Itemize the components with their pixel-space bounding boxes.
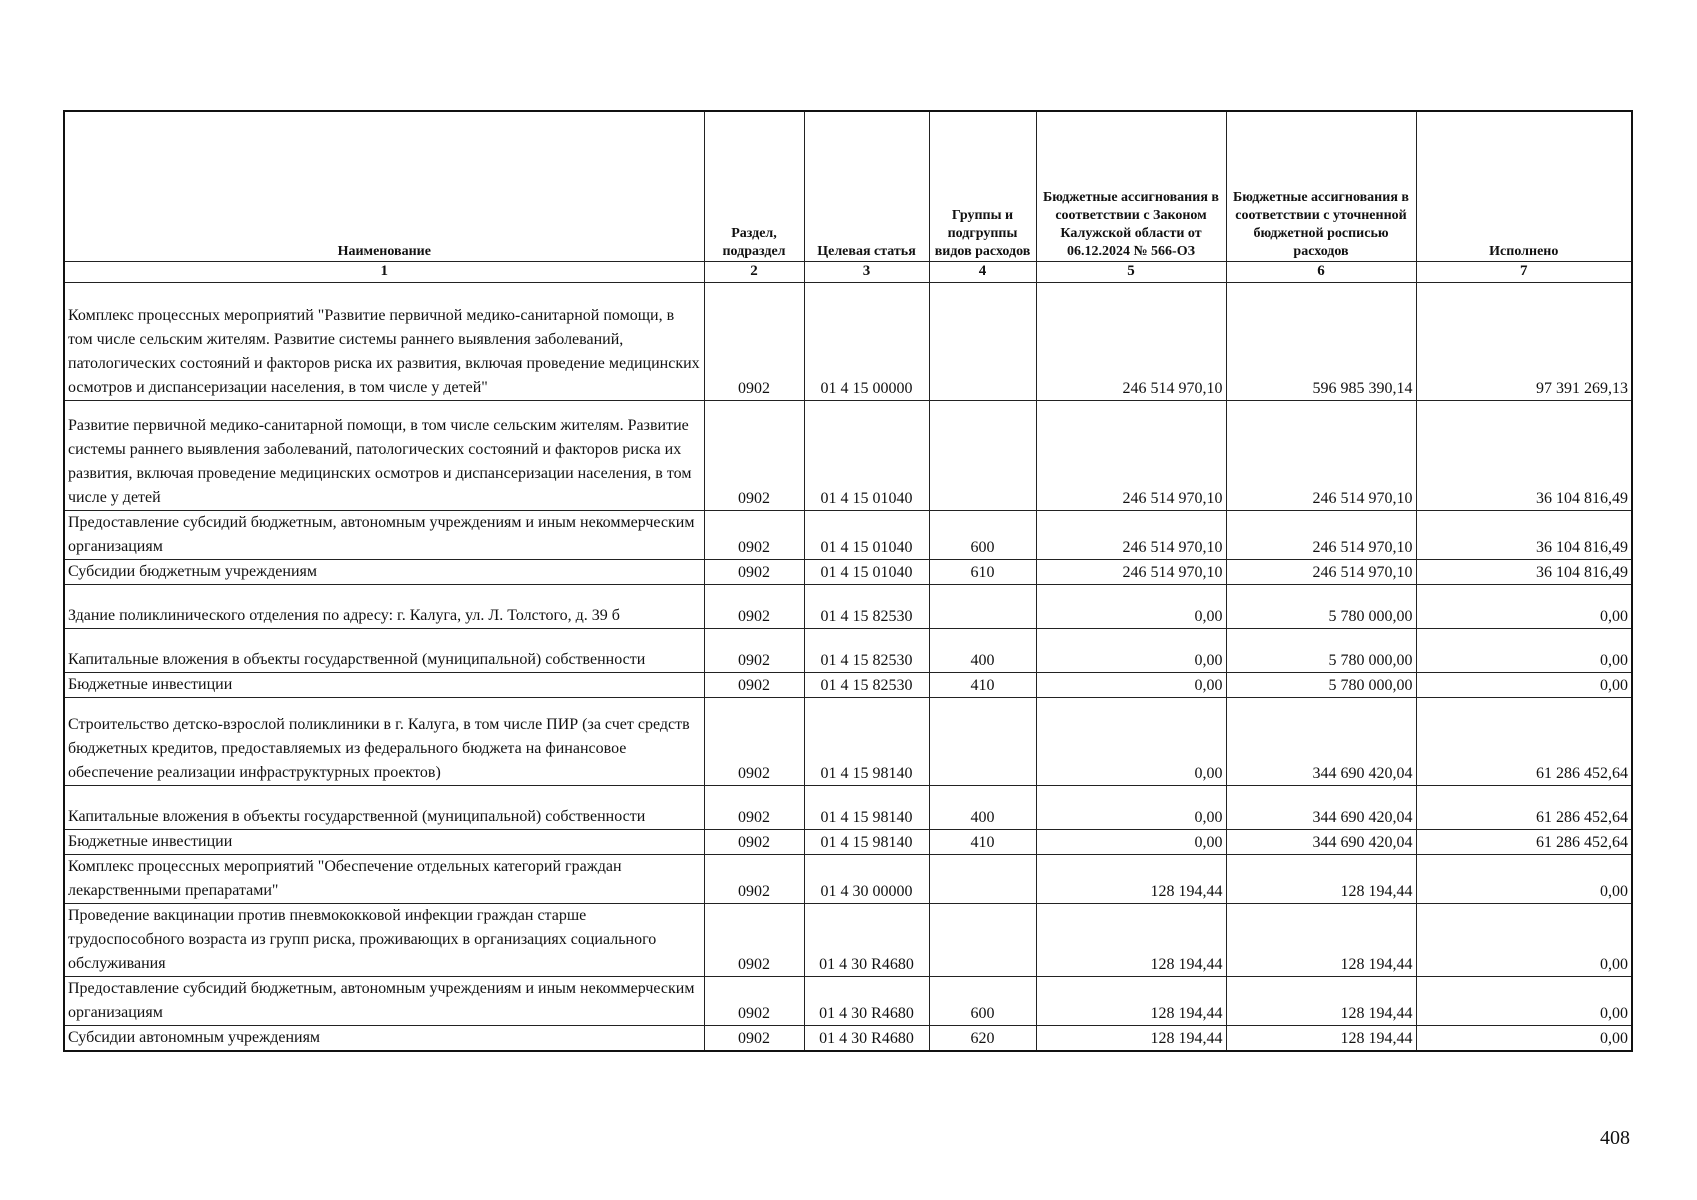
- row-section: 0902: [704, 584, 804, 628]
- row-name: Строительство детско-взрослой поликлиники в г. Калуга, в том числе ПИР (за счет средств бюджетных кредитов, предоставляемых из федерального бюджета на финансовое обеспечение реализации инфраструктурных проектов): [64, 697, 704, 785]
- row-refined-amount: 128 194,44: [1226, 1025, 1416, 1051]
- row-executed-amount: 61 286 452,64: [1416, 829, 1632, 854]
- row-refined-amount: 246 514 970,10: [1226, 400, 1416, 510]
- table-body: [64, 282, 1632, 1051]
- row-name: Капитальные вложения в объекты государственной (муниципальной) собственности: [64, 628, 704, 672]
- row-executed-amount: 0,00: [1416, 584, 1632, 628]
- row-refined-amount: 128 194,44: [1226, 903, 1416, 976]
- row-law-amount: 0,00: [1036, 785, 1226, 829]
- row-refined-amount: 246 514 970,10: [1226, 559, 1416, 584]
- row-law-amount: 128 194,44: [1036, 1025, 1226, 1051]
- row-executed-amount: 61 286 452,64: [1416, 785, 1632, 829]
- row-executed-amount: 0,00: [1416, 1025, 1632, 1051]
- row-target: 01 4 15 82530: [804, 584, 929, 628]
- row-executed-amount: 61 286 452,64: [1416, 697, 1632, 785]
- column-number: 4: [929, 261, 1036, 282]
- row-target: 01 4 15 98140: [804, 785, 929, 829]
- row-law-amount: 246 514 970,10: [1036, 510, 1226, 559]
- row-group: [929, 697, 1036, 785]
- row-group: [929, 903, 1036, 976]
- row-executed-amount: 0,00: [1416, 628, 1632, 672]
- row-target: 01 4 30 R4680: [804, 1025, 929, 1051]
- row-executed-amount: 36 104 816,49: [1416, 400, 1632, 510]
- row-name: Бюджетные инвестиции: [64, 672, 704, 697]
- column-number: 6: [1226, 261, 1416, 282]
- row-section: 0902: [704, 785, 804, 829]
- column-number: 7: [1416, 261, 1632, 282]
- row-law-amount: 0,00: [1036, 628, 1226, 672]
- row-target: 01 4 30 R4680: [804, 976, 929, 1025]
- table-row: [64, 510, 1632, 559]
- row-section: 0902: [704, 854, 804, 903]
- row-executed-amount: 0,00: [1416, 976, 1632, 1025]
- row-section: 0902: [704, 510, 804, 559]
- row-target: 01 4 15 01040: [804, 510, 929, 559]
- row-name: Здание поликлинического отделения по адресу: г. Калуга, ул. Л. Толстого, д. 39 б: [64, 584, 704, 628]
- row-law-amount: 128 194,44: [1036, 854, 1226, 903]
- row-refined-amount: 5 780 000,00: [1226, 672, 1416, 697]
- table-row: [64, 785, 1632, 829]
- column-number: 1: [64, 261, 704, 282]
- row-section: 0902: [704, 400, 804, 510]
- table-row: [64, 854, 1632, 903]
- row-section: 0902: [704, 628, 804, 672]
- table-row: [64, 829, 1632, 854]
- row-law-amount: 246 514 970,10: [1036, 282, 1226, 400]
- row-law-amount: 246 514 970,10: [1036, 400, 1226, 510]
- row-group: 610: [929, 559, 1036, 584]
- table-row: [64, 697, 1632, 785]
- row-executed-amount: 36 104 816,49: [1416, 559, 1632, 584]
- row-law-amount: 0,00: [1036, 584, 1226, 628]
- budget-table: [63, 110, 1633, 1052]
- row-section: 0902: [704, 672, 804, 697]
- table-row: [64, 400, 1632, 510]
- row-refined-amount: 344 690 420,04: [1226, 785, 1416, 829]
- header-row: [64, 111, 1632, 261]
- table-row: [64, 903, 1632, 976]
- row-section: 0902: [704, 697, 804, 785]
- row-target: 01 4 15 98140: [804, 697, 929, 785]
- row-name: Субсидии бюджетным учреждениям: [64, 559, 704, 584]
- row-target: 01 4 15 00000: [804, 282, 929, 400]
- row-refined-amount: 5 780 000,00: [1226, 584, 1416, 628]
- row-group: [929, 584, 1036, 628]
- row-section: 0902: [704, 282, 804, 400]
- row-section: 0902: [704, 1025, 804, 1051]
- header-section: Раздел, подраздел: [704, 111, 804, 261]
- column-number-row: [64, 261, 1632, 282]
- row-refined-amount: 5 780 000,00: [1226, 628, 1416, 672]
- page-number: 408: [1600, 1127, 1630, 1149]
- row-group: 410: [929, 829, 1036, 854]
- table-row: [64, 628, 1632, 672]
- row-target: 01 4 15 01040: [804, 400, 929, 510]
- row-group: 400: [929, 628, 1036, 672]
- row-section: 0902: [704, 976, 804, 1025]
- row-refined-amount: 246 514 970,10: [1226, 510, 1416, 559]
- row-name: Субсидии автономным учреждениям: [64, 1025, 704, 1051]
- row-refined-amount: 344 690 420,04: [1226, 829, 1416, 854]
- header-law: Бюджетные ассигнования в соответствии с Законом Калужской области от 06.12.2024 № 566-ОЗ: [1036, 111, 1226, 261]
- row-name: Проведение вакцинации против пневмококковой инфекции граждан старше трудоспособного возраста из групп риска, проживающих в организациях социального обслуживания: [64, 903, 704, 976]
- row-group: 600: [929, 510, 1036, 559]
- row-section: 0902: [704, 903, 804, 976]
- row-group: [929, 400, 1036, 510]
- row-law-amount: 128 194,44: [1036, 903, 1226, 976]
- row-target: 01 4 15 82530: [804, 628, 929, 672]
- row-section: 0902: [704, 559, 804, 584]
- table-row: [64, 559, 1632, 584]
- row-target: 01 4 15 01040: [804, 559, 929, 584]
- row-refined-amount: 128 194,44: [1226, 854, 1416, 903]
- row-executed-amount: 36 104 816,49: [1416, 510, 1632, 559]
- row-law-amount: 0,00: [1036, 672, 1226, 697]
- column-number: 2: [704, 261, 804, 282]
- row-executed-amount: 97 391 269,13: [1416, 282, 1632, 400]
- row-group: 620: [929, 1025, 1036, 1051]
- row-law-amount: 246 514 970,10: [1036, 559, 1226, 584]
- row-law-amount: 0,00: [1036, 697, 1226, 785]
- row-group: [929, 282, 1036, 400]
- row-law-amount: 128 194,44: [1036, 976, 1226, 1025]
- row-name: Капитальные вложения в объекты государственной (муниципальной) собственности: [64, 785, 704, 829]
- column-number: 5: [1036, 261, 1226, 282]
- row-group: 410: [929, 672, 1036, 697]
- row-law-amount: 0,00: [1036, 829, 1226, 854]
- header-name: Наименование: [64, 111, 704, 261]
- header-group: Группы и подгруппы видов расходов: [929, 111, 1036, 261]
- row-refined-amount: 344 690 420,04: [1226, 697, 1416, 785]
- row-name: Предоставление субсидий бюджетным, автономным учреждениям и иным некоммерческим организациям: [64, 976, 704, 1025]
- header-target: Целевая статья: [804, 111, 929, 261]
- table-row: [64, 1025, 1632, 1051]
- row-group: [929, 854, 1036, 903]
- row-executed-amount: 0,00: [1416, 672, 1632, 697]
- row-section: 0902: [704, 829, 804, 854]
- row-target: 01 4 15 98140: [804, 829, 929, 854]
- row-refined-amount: 128 194,44: [1226, 976, 1416, 1025]
- row-name: Развитие первичной медико-санитарной помощи, в том числе сельским жителям. Развитие системы раннего выявления заболеваний, патологических состояний и факторов риска их развития, включая проведение медицинских осмотров и диспансеризации населения, в том числе у детей: [64, 400, 704, 510]
- header-refined: Бюджетные ассигнования в соответствии с уточненной бюджетной росписью расходов: [1226, 111, 1416, 261]
- row-group: 400: [929, 785, 1036, 829]
- table-row: [64, 584, 1632, 628]
- row-target: 01 4 30 00000: [804, 854, 929, 903]
- row-executed-amount: 0,00: [1416, 854, 1632, 903]
- row-name: Предоставление субсидий бюджетным, автономным учреждениям и иным некоммерческим организациям: [64, 510, 704, 559]
- row-refined-amount: 596 985 390,14: [1226, 282, 1416, 400]
- row-target: 01 4 15 82530: [804, 672, 929, 697]
- row-target: 01 4 30 R4680: [804, 903, 929, 976]
- row-name: Бюджетные инвестиции: [64, 829, 704, 854]
- row-executed-amount: 0,00: [1416, 903, 1632, 976]
- table-row: [64, 976, 1632, 1025]
- row-name: Комплекс процессных мероприятий "Развитие первичной медико-санитарной помощи, в том числе сельским жителям. Развитие системы раннего выявления заболеваний, патологических состояний и факторов риска их развития, включая проведение медицинских осмотров и диспансеризации населения, в том числе у детей": [64, 282, 704, 400]
- header-executed: Исполнено: [1416, 111, 1632, 261]
- table-row: [64, 282, 1632, 400]
- row-group: 600: [929, 976, 1036, 1025]
- table-row: [64, 672, 1632, 697]
- row-name: Комплекс процессных мероприятий "Обеспечение отдельных категорий граждан лекарственными препаратами": [64, 854, 704, 903]
- column-number: 3: [804, 261, 929, 282]
